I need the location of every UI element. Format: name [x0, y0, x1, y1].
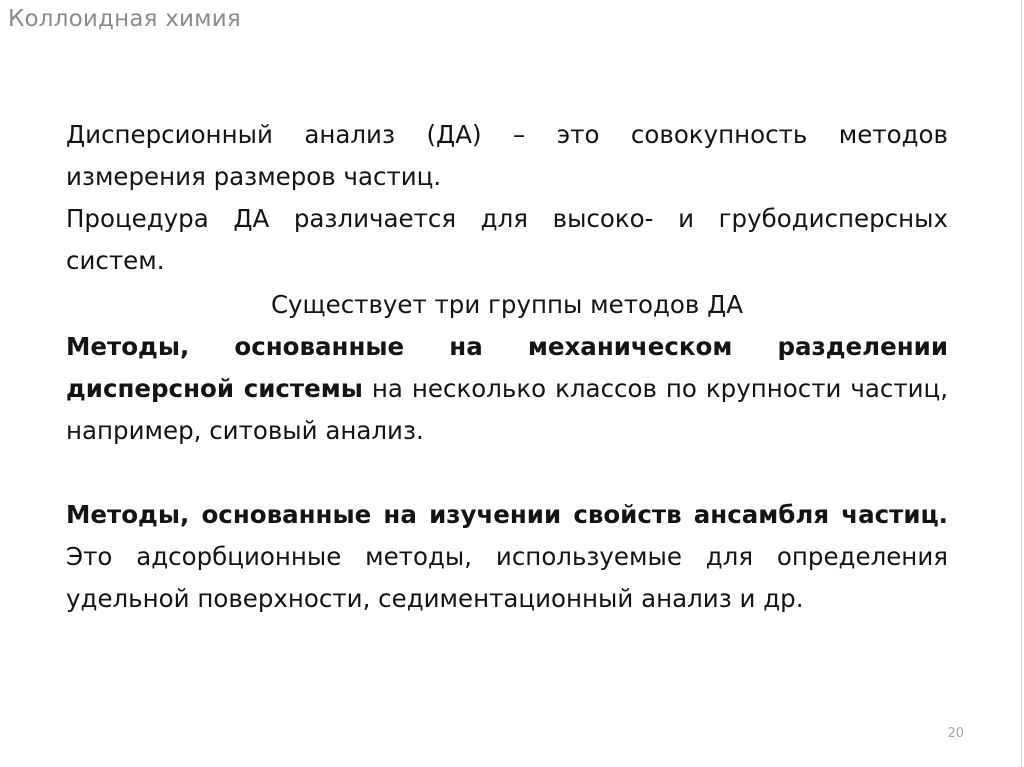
paragraph-definition: Дисперсионный анализ (ДА) – это совокупность методов измерения размеров частиц. [66, 120, 948, 191]
paragraph-three-groups: Существует три группы методов ДА [270, 290, 744, 319]
paragraph-mechanical-methods [66, 326, 948, 452]
ensemble-methods-text: Это адсорбционные методы, используемые для определения удельной поверхности, седиментационный анализ и др. [66, 542, 948, 613]
slide-body [66, 114, 948, 620]
paragraph-spacer [66, 452, 948, 494]
ensemble-methods-heading: Методы, основанные на изучении свойств ансамбля частиц. [66, 500, 948, 529]
paragraph-ensemble-methods [66, 494, 948, 620]
mechanical-methods-text: на несколько классов по крупности частиц, например, ситовый анализ. [66, 374, 949, 445]
slide-header-title: Коллоидная химия [8, 6, 241, 32]
slide-border [1021, 0, 1022, 767]
paragraph-procedure: Процедура ДА различается для высоко- и грубодисперсных систем. [66, 204, 948, 275]
mechanical-methods-heading: Методы, основанные на механическом разделении дисперсной системы [66, 332, 948, 403]
page-number: 20 [947, 726, 964, 741]
